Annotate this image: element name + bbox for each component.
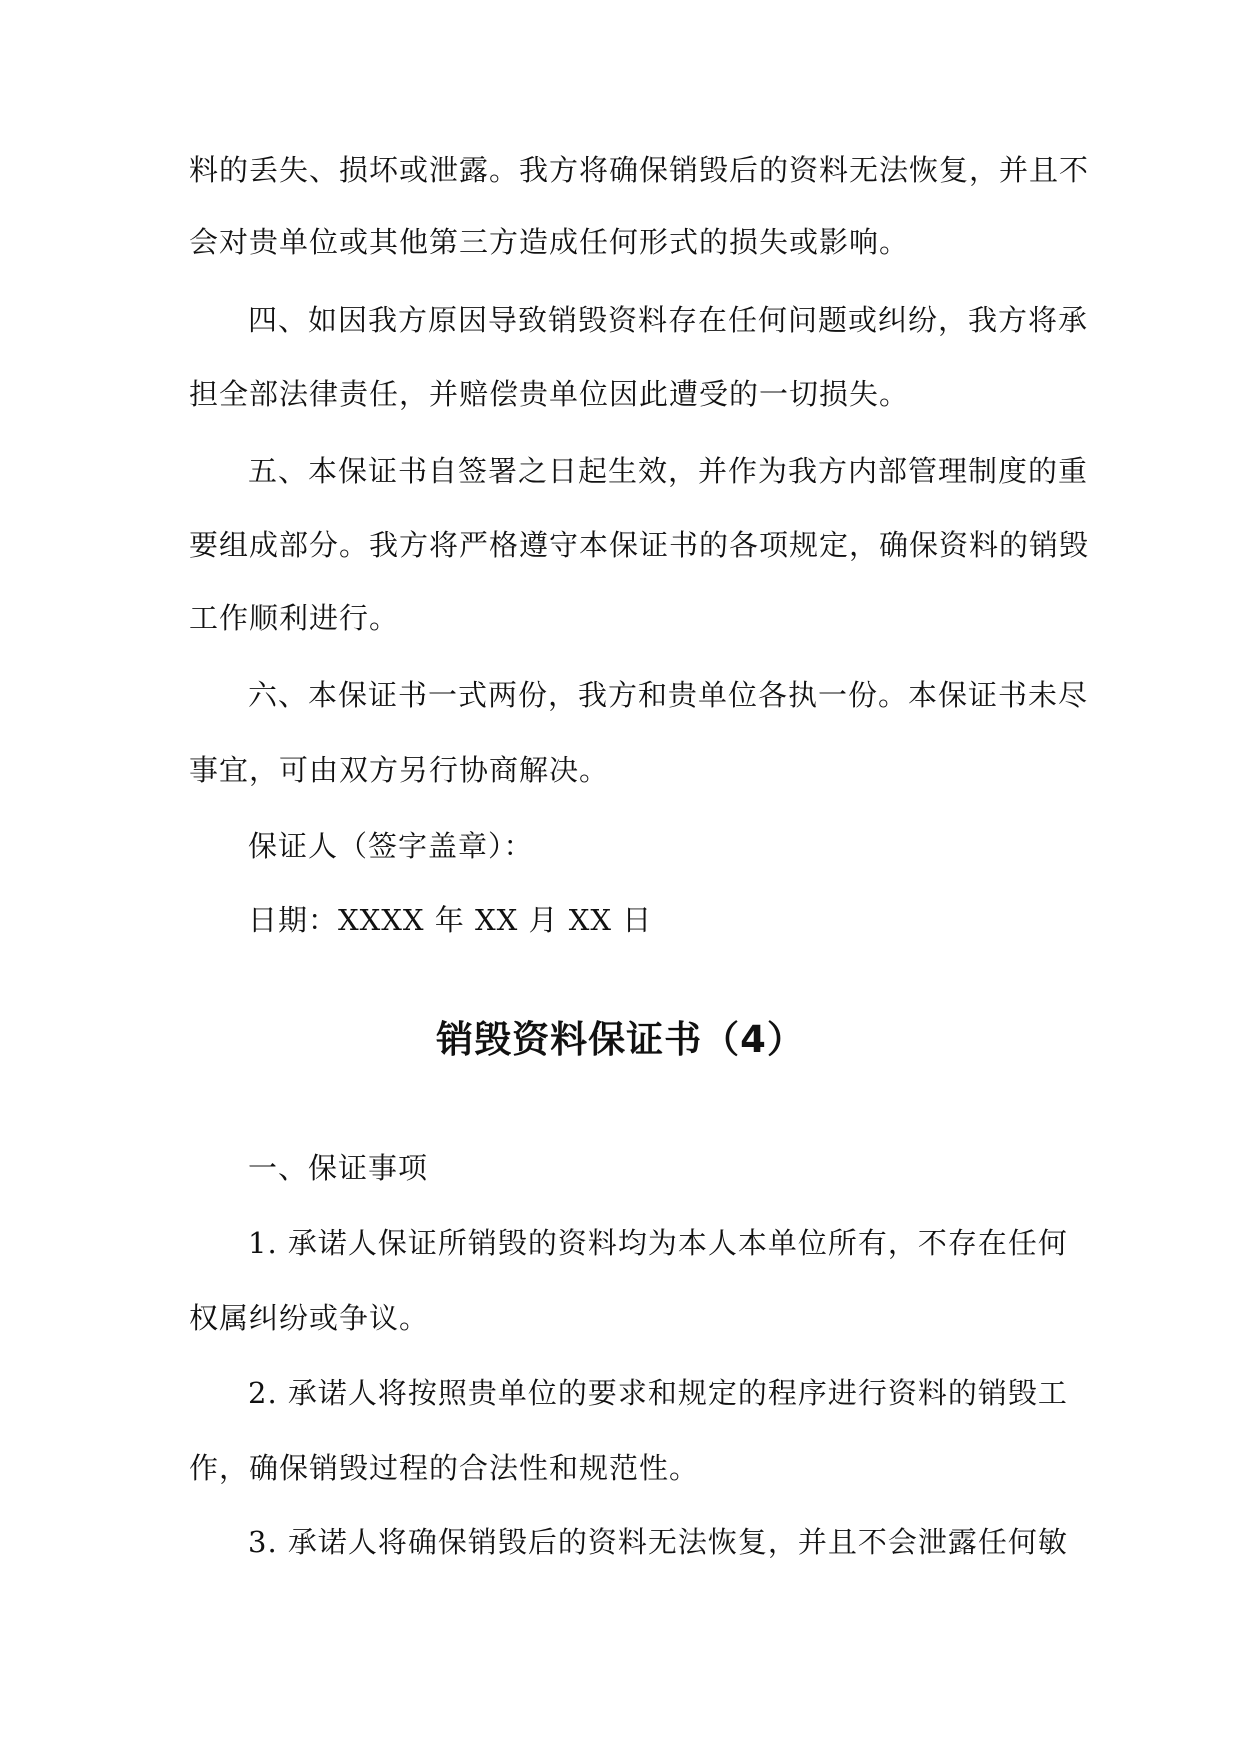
body-text-line: 事宜，可由双方另行协商解决。 bbox=[189, 753, 610, 787]
clause-six-line: 六、本保证书一式两份，我方和贵单位各执一份。本保证书未尽 bbox=[248, 678, 1089, 712]
body-text-line: 担全部法律责任，并赔偿贵单位因此遭受的一切损失。 bbox=[189, 377, 910, 411]
date-line: 日期：XXXX 年 XX 月 XX 日 bbox=[248, 903, 653, 937]
section-heading: 一、保证事项 bbox=[248, 1151, 429, 1185]
clause-five-line: 五、本保证书自签署之日起生效，并作为我方内部管理制度的重 bbox=[248, 454, 1089, 488]
body-text-line: 要组成部分。我方将严格遵守本保证书的各项规定，确保资料的销毁 bbox=[189, 528, 1090, 562]
body-text-line: 会对贵单位或其他第三方造成任何形式的损失或影响。 bbox=[189, 225, 910, 259]
list-item: 2. 承诺人将按照贵单位的要求和规定的程序进行资料的销毁工 bbox=[248, 1376, 1068, 1410]
document-title: 销毁资料保证书（4） bbox=[436, 1018, 805, 1061]
list-item: 3. 承诺人将确保销毁后的资料无法恢复，并且不会泄露任何敏 bbox=[248, 1525, 1068, 1559]
clause-four-line: 四、如因我方原因导致销毁资料存在任何问题或纠纷，我方将承 bbox=[248, 303, 1089, 337]
body-text-line: 料的丢失、损坏或泄露。我方将确保销毁后的资料无法恢复，并且不 bbox=[189, 153, 1090, 187]
list-item: 1. 承诺人保证所销毁的资料均为本人本单位所有，不存在任何 bbox=[248, 1226, 1068, 1260]
guarantor-signature-line: 保证人（签字盖章）： bbox=[248, 829, 534, 863]
body-text-line: 工作顺利进行。 bbox=[189, 601, 400, 635]
list-item-continuation: 权属纠纷或争议。 bbox=[189, 1301, 430, 1335]
list-item-continuation: 作，确保销毁过程的合法性和规范性。 bbox=[189, 1451, 700, 1485]
